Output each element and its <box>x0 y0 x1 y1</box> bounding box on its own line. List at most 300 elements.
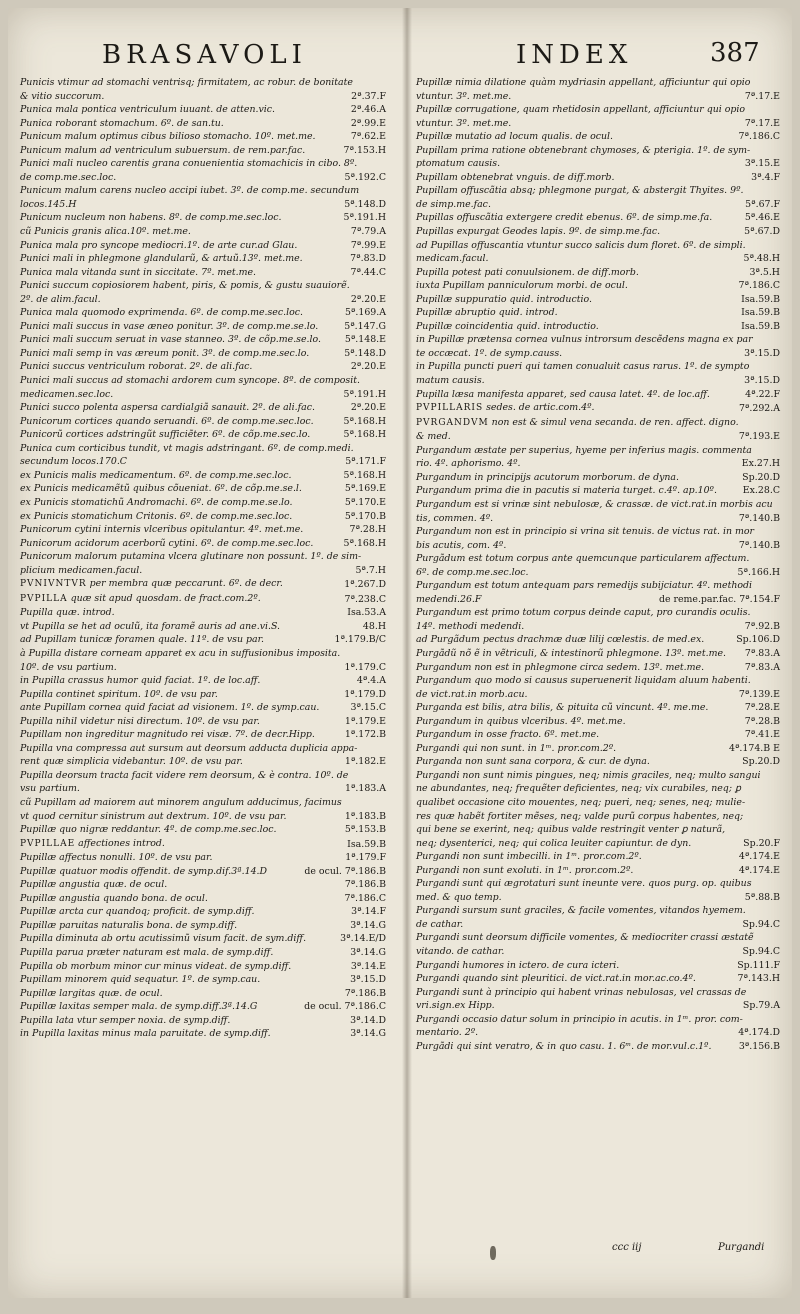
index-entry-text: iuxta Pupillam panniculorum morbi. de ocul. <box>416 280 628 292</box>
index-entry <box>416 945 780 959</box>
index-entry-text: ex Punicis medicamẽtũ quibus cõueniat. 6º. de cõp.me.se.l. <box>20 483 302 495</box>
index-entry <box>20 701 386 715</box>
index-entry-reference: 5ª.147.G <box>344 320 386 332</box>
index-entry-text: neq; dysenterici, neq; qui colica leuiter capiuntur. de dyn. <box>416 837 692 849</box>
index-entry-text: Pupilla nihil videtur nisi directum. 10º. de vsu par. <box>20 715 260 727</box>
index-entry-text: in Pupilla laxitas minus mala paruitate. de symp.diff. <box>20 1028 271 1040</box>
index-entry <box>416 769 780 783</box>
index-entry <box>20 987 386 1001</box>
page-footer <box>8 1242 792 1262</box>
index-entry-text: Purgandi qui non sunt. in 1ᵐ. pror.com.2º. <box>416 742 617 754</box>
index-entry <box>416 1026 780 1040</box>
index-entry <box>416 633 780 647</box>
index-entry-reference: 2ª.46.A <box>350 104 386 116</box>
index-entry-reference: 7ª.140.B <box>738 539 780 551</box>
index-entry-reference: 4ª.4.A <box>356 675 386 687</box>
running-head-title: INDEX <box>516 40 633 70</box>
index-entry <box>416 959 780 973</box>
index-entry-text: Pupillas expurgat Geodes lapis. 9º. de simp.me.fac. <box>416 226 661 238</box>
index-entry <box>20 401 386 415</box>
index-entry-text: PVPILLAE affectiones introd. <box>20 837 165 849</box>
index-entry-text: & vitio succorum. <box>20 90 105 102</box>
index-entry-text: Purgandi sunt à principio qui habent vrinas nebulosas, vel crassas de <box>416 986 747 998</box>
index-entry-reference: 5ª.153.B <box>344 824 386 836</box>
index-entry-text: Purgandi humores in ictero. de cura icteri. <box>416 959 620 971</box>
index-entry <box>20 755 386 769</box>
index-entry-reference: de reme.par.fac. 7ª.154.F <box>658 593 780 605</box>
index-entry-text: de vict.rat.in morb.acu. <box>416 688 528 700</box>
index-entry <box>20 1000 386 1014</box>
index-entry-reference: 7ª.186.B <box>344 879 386 891</box>
index-entry-reference: 1ª.179.B/C <box>334 634 386 646</box>
index-entry-text: Pupillam prima ratione obtenebrant chymoses, & pterigia. 1º. de sym- <box>416 144 751 156</box>
index-entry-text: Pupilla vna compressa aut sursum aut deorsum adducta duplicia appa- <box>20 742 358 754</box>
index-entry <box>20 577 386 592</box>
index-entry-reference: Sp.94.C <box>742 946 780 957</box>
index-entry-reference: 5ª.169.E <box>344 483 386 495</box>
index-entry-text: Purgãdi qui sint veratro, & in quo casu. 1. 6ᵐ. de mor.vul.c.1º. <box>416 1040 712 1052</box>
index-entry <box>416 374 780 388</box>
index-entry-reference: 2ª.20.E <box>350 361 386 373</box>
index-entry <box>20 279 386 293</box>
index-entry-reference: 7ª.143.H <box>737 973 780 985</box>
index-entry <box>20 184 386 198</box>
index-entry-text: Purgandi sursum sunt graciles, & facile vomentes, vitandos hyemem. <box>416 905 746 917</box>
index-entry <box>416 484 780 498</box>
index-entry-reference: Isa.59.B <box>741 307 780 319</box>
index-entry-reference: 7ª.28.H <box>349 524 386 536</box>
index-entry-reference: 7ª.193.E <box>738 431 780 443</box>
index-entry-text: Punicorum malorum putamina vlcera glutinare non possunt. 1º. de sim- <box>20 551 362 563</box>
index-entry-text: Punici mali semp in vas æreum ponit. 3º. de comp.me.sec.lo. <box>20 347 310 359</box>
index-entry-text: Pupilla diminuta ab ortu acutissimũ visum facit. de sym.diff. <box>20 933 307 945</box>
index-entry-text: Punicorũ cortices adstringũt sufficiẽter. 6º. de cõp.me.sec.lo. <box>20 429 311 441</box>
index-entry-reference: 5ª.168.H <box>343 537 386 549</box>
index-entry <box>20 688 386 702</box>
headword-caps: PVPILLAE <box>20 838 76 849</box>
index-entry-reference: 2ª.20.E <box>350 402 386 414</box>
index-entry <box>416 850 780 864</box>
index-entry-text: Pupillæ quo nigræ reddantur. 4º. de comp.me.sec.loc. <box>20 824 277 836</box>
index-entry <box>20 837 386 852</box>
index-entry-text: Punicis vtimur ad stomachi ventrisq; firmitatem, ac robur. de bonitate <box>20 77 353 88</box>
index-entry <box>20 130 386 144</box>
running-head-author: BRASAVOLI <box>102 40 307 70</box>
index-entry <box>416 972 780 986</box>
index-entry <box>20 782 386 796</box>
index-entry-reference: 7ª.17.E <box>744 90 780 102</box>
index-entry-reference: 1ª.182.E <box>344 756 386 768</box>
index-entry <box>416 1013 780 1027</box>
index-entry <box>416 782 780 796</box>
index-entry <box>20 76 386 90</box>
index-entry-text: Pupilla potest pati conuulsionem. de diff.morb. <box>416 266 639 278</box>
index-entry-text: Purgandum est totum antequam pars remedijs subijciatur. 4º. methodi <box>416 580 753 592</box>
index-entry-text: Purgandi occasio datur solum in principio in acutis. in 1ᵐ. pror. com- <box>416 1013 743 1025</box>
index-entry-reference: 5ª.67.F <box>745 198 780 210</box>
index-entry-reference: 4ª.174.B E <box>729 742 780 754</box>
index-entry <box>416 552 780 566</box>
index-entry-reference: 3ª.4.F <box>751 171 780 183</box>
index-entry-text: matum causis. <box>416 375 485 387</box>
index-column-right <box>416 76 780 1053</box>
headword-caps: PVPILLA <box>20 593 68 604</box>
index-entry-text: cũ Pupillam ad maiorem aut minorem angulum adducimus, facimus <box>20 796 342 808</box>
index-entry-reference: 3ª.14.F <box>351 906 386 918</box>
index-entry-text: in Pupillæ prætensa cornea vulnus introrsum descẽdens magna ex par <box>416 334 753 346</box>
index-entry-text: Punica mala vitanda sunt in siccitate. 7º. met.me. <box>20 266 257 278</box>
index-entry-text: Punicorum cytini internis vlceribus opitulantur. 4º. met.me. <box>20 524 304 536</box>
index-entry-text: 6º. de comp.me.sec.loc. <box>416 566 529 578</box>
index-entry-reference: 7ª.140.B <box>738 512 780 524</box>
headword-caps: PVRGANDVM <box>416 417 489 428</box>
index-entry-text: PVPILLA quæ sit apud quosdam. de fract.com.2º. <box>20 592 261 604</box>
index-entry <box>20 796 386 810</box>
index-entry <box>20 455 386 469</box>
index-entry <box>20 674 386 688</box>
index-entry <box>20 919 386 933</box>
index-entry <box>416 864 780 878</box>
index-entry-text: Purganda est bilis, atra bilis, & pituita cũ vincunt. 4º. me.me. <box>416 702 709 714</box>
index-entry <box>20 293 386 307</box>
index-entry <box>416 198 780 212</box>
index-entry <box>416 416 780 431</box>
index-entry <box>20 360 386 374</box>
index-entry-text: de cathar. <box>416 918 464 930</box>
index-entry-text: medicamen.sec.loc. <box>20 388 114 400</box>
index-entry <box>416 90 780 104</box>
index-entry <box>416 1040 780 1054</box>
index-entry <box>20 266 386 280</box>
index-entry-text: Punica mala quomodo exprimenda. 6º. de comp.me.sec.loc. <box>20 307 303 319</box>
index-entry-reference: 7ª.139.E <box>738 688 780 700</box>
index-entry-text: 14º. methodi medendi. <box>416 620 525 632</box>
index-entry <box>416 674 780 688</box>
index-entry-reference: Sp.20.F <box>743 837 780 849</box>
page-number: 387 <box>710 38 760 68</box>
index-entry-text: Purgandum est si vrinæ sint nebulosæ, & crassæ. de vict.rat.in morbis acu <box>416 498 773 510</box>
index-entry <box>416 525 780 539</box>
index-entry-text: Purgandi non sunt nimis pingues, neq; nimis graciles, neq; multo sangui <box>416 769 761 781</box>
index-entry-text: Punici succus ventriculum roborat. 2º. de ali.fac. <box>20 361 253 373</box>
index-entry <box>416 796 780 810</box>
index-entry-text: ex Punicis stomatichũ Andromachi. 6º. de comp.me.se.lo. <box>20 496 293 508</box>
index-entry <box>416 252 780 266</box>
index-entry-text: Purgandum in osse fracto. 6º. met.me. <box>416 729 600 741</box>
index-entry-reference: 5ª.191.H <box>343 388 386 400</box>
index-entry-text: Punici mali succus ad stomachi ardorem cum syncope. 8º. de composit. <box>20 375 360 387</box>
index-entry-text: de simp.me.fac. <box>416 198 491 210</box>
index-entry-text: Pupilla lata vtur semper noxia. de symp.diff. <box>20 1014 231 1026</box>
index-entry-text: Punici succum copiosiorem habent, piris, & pomis, & gustu suauiorẽ. <box>20 280 350 292</box>
index-entry-text: secundum locos.170.C <box>20 456 127 468</box>
index-entry-reference: 1ª.179.D <box>344 688 386 700</box>
index-entry-text: Pupillæ largitas quæ. de ocul. <box>20 987 163 999</box>
index-entry-text: Pupillæ quatuor modis offendit. de symp.dif.3ª.14.D <box>20 865 268 877</box>
index-entry <box>416 606 780 620</box>
index-entry <box>416 661 780 675</box>
index-entry <box>20 211 386 225</box>
index-entry <box>416 211 780 225</box>
index-entry-text: Pupillæ affectus nonulli. 10º. de vsu par. <box>20 852 213 864</box>
index-entry-text: vtuntur. 3º. met.me. <box>416 90 512 102</box>
index-entry-reference: 7ª.83.D <box>350 253 386 265</box>
index-entry-text: Pupillæ abruptio quid. introd. <box>416 307 558 319</box>
index-entry-text: bis acutis, com. 4º. <box>416 539 507 551</box>
index-entry <box>416 931 780 945</box>
index-entry-text: ante Pupillam cornea quid faciat ad visionem. 1º. de symp.cau. <box>20 702 320 714</box>
index-entry-text: Punica cum corticibus tundit, vt magis adstringant. 6º. de comp.medi. <box>20 442 354 454</box>
catchword: Purgandi <box>718 1242 765 1253</box>
index-entry-reference: 3ª.14.D <box>350 1014 386 1026</box>
index-entry-text: Pupillæ coincidentia quid. introductio. <box>416 320 599 332</box>
index-entry <box>416 512 780 526</box>
index-entry <box>416 999 780 1013</box>
index-entry-reference: 5ª.46.E <box>744 212 780 224</box>
index-entry <box>20 171 386 185</box>
index-entry-text: Punicorum acidorum acerborũ cytini. 6º. de comp.me.sec.loc. <box>20 537 314 549</box>
index-entry <box>20 374 386 388</box>
index-entry-reference: 7ª.83.A <box>744 647 780 659</box>
index-entry <box>20 878 386 892</box>
index-entry-text: PVNIVNTVR per membra quæ peccarunt. 6º. de decr. <box>20 578 283 590</box>
index-entry-reference: Isa.59.B <box>347 838 386 850</box>
index-entry-reference: 7ª.292.A <box>738 403 780 415</box>
index-entry-text: Pupilla læsa manifesta apparet, sed causa latet. 4º. de loc.aff. <box>416 388 710 400</box>
index-entry-text: ne abundantes, neq; frequẽter deficientes, neq; vix curabiles, neq; ꝑ <box>416 783 741 795</box>
index-entry <box>20 905 386 919</box>
index-entry <box>20 606 386 620</box>
index-entry-text: ex Punicis malis medicamentum. 6º. de comp.me.sec.loc. <box>20 469 292 481</box>
index-entry-text: Pupillæ arcta cur quandoq; proficit. de symp.diff. <box>20 906 255 918</box>
index-entry <box>20 252 386 266</box>
index-entry-reference: 5ª.88.B <box>744 891 780 903</box>
index-entry-text: Purgandum in principijs acutorum morborum. de dyna. <box>416 471 679 483</box>
index-entry-text: Purgandi sunt deorsum difficile vomentes, & mediocriter crassi æstatẽ <box>416 932 754 944</box>
index-entry-reference: 1ª.179.C <box>344 661 386 673</box>
index-entry-reference: 5ª.168.H <box>343 469 386 481</box>
index-entry <box>416 891 780 905</box>
index-entry-text: Pupilla quæ. introd. <box>20 607 115 619</box>
index-entry <box>416 701 780 715</box>
index-entry-reference: 3ª.15.C <box>350 702 386 714</box>
index-entry-text: vitando. de cathar. <box>416 946 505 957</box>
index-entry-reference: Sp.94.C <box>742 918 780 930</box>
index-entry-text: Punicorum cortices quando seruandi. 6º. de comp.me.sec.loc. <box>20 415 314 427</box>
index-entry-reference: 7ª.62.E <box>350 131 386 143</box>
index-entry-reference: 5ª.191.H <box>343 212 386 224</box>
index-entry-reference: 3ª.14.G <box>350 947 386 958</box>
index-entry-text: Purgãdum est totum corpus ante quemcunque particularem affectum. <box>416 553 750 565</box>
index-column-left <box>20 76 386 1041</box>
index-entry-reference: 1ª.179.E <box>344 715 386 727</box>
index-entry <box>416 293 780 307</box>
index-entry-text: qui bene se exerint, neq; quibus valde restringit venter ꝑ naturã, <box>416 824 726 836</box>
index-entry-reference: 4ª.174.E <box>738 864 780 876</box>
index-entry-reference: 5ª.67.D <box>744 226 780 238</box>
index-entry <box>20 320 386 334</box>
running-head <box>8 36 792 76</box>
index-entry-reference: 3ª.15.D <box>744 347 780 359</box>
index-entry-text: à Pupilla distare corneam apparet ex acu in suffusionibus imposita. <box>20 647 341 659</box>
index-entry-reference: 7ª.17.E <box>744 117 780 129</box>
index-entry <box>416 360 780 374</box>
index-entry-text: PVRGANDVM non est & simul vena secanda. de ren. affect. digno. <box>416 416 739 428</box>
index-entry-text: Purgãdũ nõ ẽ in vẽtriculi, & intestinorũ phlegmone. 13º. met.me. <box>416 647 726 659</box>
index-entry <box>20 620 386 634</box>
index-entry-text: te occæcat. 1º. de symp.causs. <box>416 347 563 359</box>
index-entry <box>20 144 386 158</box>
index-entry <box>20 742 386 756</box>
index-entry-text: Punici mali succus in vase æneo ponitur. 3º. de comp.me.se.lo. <box>20 320 319 332</box>
index-entry-reference: 7ª.186.B <box>344 987 386 999</box>
index-entry-text: Pupillæ angustia quæ. de ocul. <box>20 879 168 891</box>
index-entry <box>416 266 780 280</box>
index-entry-reference: Isa.59.B <box>741 293 780 305</box>
index-entry-reference: 3ª.5.H <box>749 266 780 278</box>
index-entry <box>416 742 780 756</box>
index-entry <box>416 333 780 347</box>
index-entry <box>416 593 780 607</box>
index-entry <box>20 851 386 865</box>
index-entry <box>416 144 780 158</box>
index-entry-reference: 5ª.168.H <box>343 415 386 427</box>
index-entry-reference: Ex.28.C <box>742 485 780 497</box>
index-entry-text: Punica mala pro syncope mediocri.1º. de arte cur.ad Glau. <box>20 239 298 251</box>
index-entry-reference: de ocul. 7ª.186.C <box>304 1001 386 1013</box>
index-entry-text: in Pupilla puncti pueri qui tamen conualuit casus rarus. 1º. de sympto <box>416 361 750 373</box>
index-entry-text: Purgandum æstate per superius, hyeme per inferius magis. commenta <box>416 444 752 456</box>
index-entry-reference: 1ª.183.A <box>344 783 386 795</box>
index-entry-text: ptomatum causis. <box>416 158 501 170</box>
index-entry-text: rent quæ simplicia videbantur. 10º. de vsu par. <box>20 756 243 768</box>
index-entry <box>20 198 386 212</box>
index-entry <box>20 633 386 647</box>
index-entry <box>20 810 386 824</box>
index-entry <box>416 728 780 742</box>
index-entry-text: res quæ habẽt fortiter mẽses, neq; valde purũ corpus habentes, neq; <box>416 810 744 822</box>
index-entry <box>416 320 780 334</box>
index-entry <box>416 239 780 253</box>
index-entry-reference: 1ª.179.F <box>345 852 386 864</box>
index-entry <box>20 415 386 429</box>
index-entry-reference: 5ª.171.F <box>345 456 386 468</box>
index-entry-text: Purgandi non sunt exoluti. in 1ᵐ. pror.com.2º. <box>416 864 634 876</box>
index-entry-text: de comp.me.sec.loc. <box>20 171 117 183</box>
index-entry <box>20 103 386 117</box>
index-entry-text: Pupillæ laxitas semper mala. de symp.diff.3ª.14.G <box>20 1001 258 1013</box>
index-entry-text: Punici mali succum seruat in vase stanneo. 3º. de cõp.me.se.lo. <box>20 334 321 346</box>
index-entry <box>20 946 386 960</box>
index-entry-text: rio. 4º. aphorismo. 4º. <box>416 458 521 470</box>
index-entry-reference: 4ª.174.E <box>738 851 780 863</box>
index-entry <box>416 715 780 729</box>
index-entry <box>416 755 780 769</box>
index-entry <box>416 918 780 932</box>
index-entry <box>416 388 780 402</box>
index-entry-reference: Sp.20.D <box>742 756 780 768</box>
index-entry <box>20 469 386 483</box>
headword-caps: PVNIVNTVR <box>20 579 87 590</box>
index-entry-text: Punicum malum optimus cibus bilioso stomacho. 10º. met.me. <box>20 131 316 143</box>
index-entry-text: Purgandum non est in phlegmone circa sedem. 13º. met.me. <box>416 661 705 673</box>
index-entry-text: tis, commen. 4º. <box>416 512 494 524</box>
index-entry-reference: 7ª.44.C <box>350 266 386 278</box>
index-entry-reference: 2ª.37.F <box>351 90 386 102</box>
index-entry-reference: 5ª.148.D <box>344 198 386 210</box>
index-entry <box>20 892 386 906</box>
index-entry-reference: Sp.106.D <box>736 634 780 646</box>
index-entry-reference: Sp.79.A <box>742 1000 780 1012</box>
index-entry-text: Pupillæ angustia quando bona. de ocul. <box>20 892 208 904</box>
index-entry-text: medendi.26.F <box>416 593 482 605</box>
index-entry <box>20 117 386 131</box>
index-entry-text: med. & quo temp. <box>416 891 502 903</box>
index-entry-text: Pupillam offuscãtia absq; phlegmone purgat, & abstergit Thyites. 9º. <box>416 185 744 197</box>
index-entry-reference: 3ª.15.D <box>350 974 386 986</box>
index-entry <box>416 117 780 131</box>
index-entry-reference: Sp.20.D <box>742 471 780 483</box>
index-entry-text: Pupillæ mutatio ad locum qualis. de ocul. <box>416 131 614 143</box>
index-entry-text: Punicum malum ad ventriculum subuersum. de rem.par.fac. <box>20 144 306 156</box>
index-entry <box>416 130 780 144</box>
index-entry-text: Purgandum in quibus vlceribus. 4º. met.me. <box>416 715 626 727</box>
index-entry-reference: 7ª.92.B <box>744 620 780 632</box>
index-entry-text: Pupilla continet spiritum. 10º. de vsu par. <box>20 688 218 700</box>
index-entry-reference: 3ª.14.E/D <box>340 933 386 945</box>
index-entry-reference: 7ª.238.C <box>344 593 386 605</box>
index-entry-text: Pupillam minorem quid sequatur. 1º. de symp.cau. <box>20 974 261 986</box>
index-entry-reference: 1ª.172.B <box>344 729 386 741</box>
index-entry-text: & med. <box>416 431 451 443</box>
index-entry <box>20 715 386 729</box>
index-entry <box>20 960 386 974</box>
index-entry-text: Purgandum est primo totum corpus deinde caput, pro curandis oculis. <box>416 607 751 619</box>
index-entry <box>20 823 386 837</box>
index-entry <box>20 550 386 564</box>
index-entry <box>20 510 386 524</box>
index-entry-reference: 5ª.170.B <box>344 510 386 522</box>
index-entry-reference: 1ª.183.B <box>344 810 386 822</box>
index-entry <box>20 661 386 675</box>
index-entry-reference: 7ª.83.A <box>744 661 780 673</box>
index-entry <box>20 496 386 510</box>
index-entry <box>416 620 780 634</box>
index-entry-text: 2º. de alim.facul. <box>20 293 101 305</box>
index-entry <box>416 904 780 918</box>
index-entry <box>20 347 386 361</box>
index-entry-text: Purgandum prima die in pacutis si materia turget. c.4º. ap.10º. <box>416 485 717 497</box>
index-entry <box>20 1027 386 1041</box>
index-entry-reference: 7ª.186.C <box>738 280 780 292</box>
index-entry <box>416 401 780 416</box>
index-entry-text: Punici succo polenta aspersa cardialgiã sanauit. 2º. de ali.fac. <box>20 402 315 414</box>
index-entry-reference: 5ª.7.H <box>355 564 386 576</box>
index-entry <box>20 865 386 879</box>
index-entry <box>20 523 386 537</box>
index-entry-reference: Isa.59.B <box>741 320 780 332</box>
index-entry <box>20 647 386 661</box>
index-entry-text: vt quod cernitur sinistrum aut dextrum. 10º. de vsu par. <box>20 810 287 822</box>
index-entry <box>416 430 780 444</box>
index-entry-text: Purgandum non est in principio si vrina sit tenuis. de victus rat. in mor <box>416 526 754 538</box>
index-entry <box>416 647 780 661</box>
index-entry <box>20 973 386 987</box>
index-entry-reference: 48.H <box>362 620 386 632</box>
index-entry-text: Punicum malum carens nucleo accipi iubet. 3º. de comp.me. secundum <box>20 185 360 197</box>
index-entry-text: cũ Punicis granis alica.10º. met.me. <box>20 226 191 238</box>
index-entry-text: plicium medicamen.facul. <box>20 564 143 576</box>
